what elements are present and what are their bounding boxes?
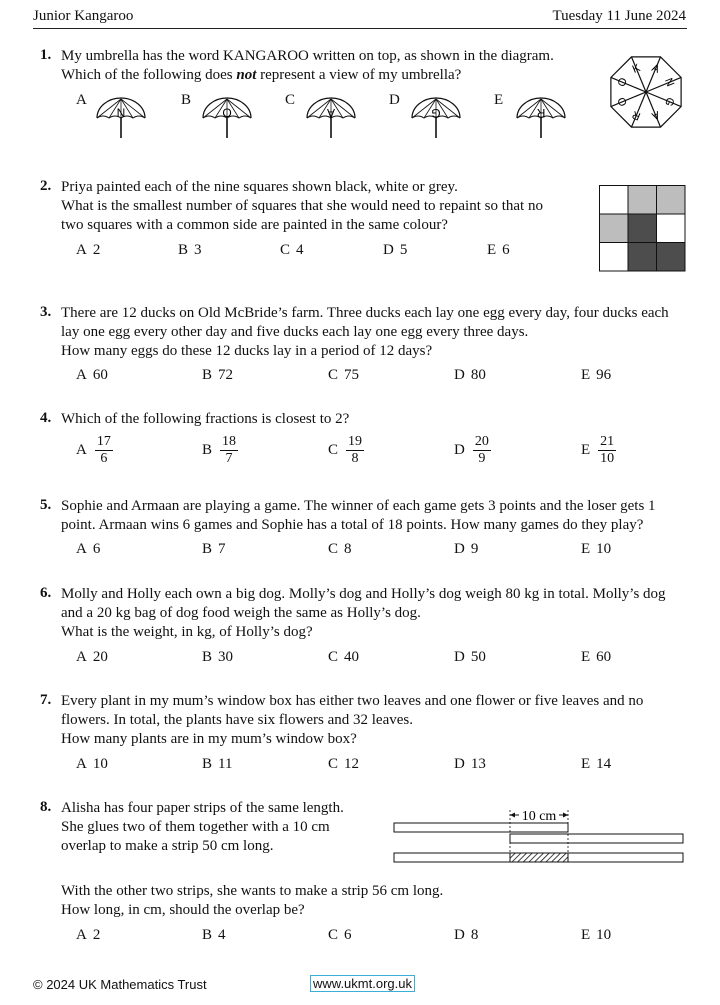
overlap-label: 10 cm bbox=[521, 809, 557, 824]
question-text: flowers. In total, the plants have six flowers and 32 leaves. bbox=[61, 712, 413, 728]
question-text: What is the smallest number of squares that she would need to repaint so that no bbox=[61, 198, 543, 214]
option-a[interactable]: A 2 bbox=[76, 927, 101, 943]
option-c[interactable]: C 40 bbox=[328, 649, 360, 665]
option-c[interactable]: C 8 bbox=[328, 541, 352, 557]
octagon-letter: O bbox=[615, 76, 631, 89]
umbrella-letter: A bbox=[326, 106, 336, 120]
option-b[interactable]: B 11 bbox=[202, 756, 233, 772]
option-c[interactable]: C 12 bbox=[328, 756, 360, 772]
question-text: Alisha has four paper strips of the same length. bbox=[61, 800, 344, 816]
option-c[interactable]: C 75 bbox=[328, 367, 360, 383]
question-number: 6. bbox=[40, 585, 52, 601]
strip-top-left bbox=[394, 823, 568, 832]
grid-square bbox=[628, 186, 657, 215]
option-b[interactable]: B 7 bbox=[202, 541, 226, 557]
question-number: 1. bbox=[40, 47, 52, 63]
footer-website-link[interactable]: www.ukmt.org.uk bbox=[310, 975, 415, 992]
painted-squares-grid bbox=[599, 185, 686, 272]
option-b-label[interactable]: B bbox=[181, 92, 192, 108]
question-number: 7. bbox=[40, 692, 52, 708]
octagon-letter: A bbox=[649, 61, 662, 76]
question-number: 2. bbox=[40, 178, 52, 194]
umbrella-letter: R bbox=[536, 106, 546, 120]
question-text: My umbrella has the word KANGAROO written on top, as shown in the diagram. bbox=[61, 48, 554, 64]
option-e[interactable]: E 10 bbox=[581, 927, 612, 943]
octagon-letter: A bbox=[649, 108, 662, 123]
grid-square bbox=[657, 243, 686, 272]
option-a[interactable]: A 20 bbox=[76, 649, 108, 665]
option-d[interactable]: D 50 bbox=[454, 649, 486, 665]
question-number: 4. bbox=[40, 410, 52, 426]
option-d[interactable]: D 80 bbox=[454, 367, 486, 383]
kangaroo-umbrella-octagon bbox=[606, 52, 686, 132]
option-e[interactable]: E 96 bbox=[581, 367, 612, 383]
overlap-hatched bbox=[510, 853, 568, 862]
umbrella-icon bbox=[412, 98, 460, 138]
umbrella-icon bbox=[307, 98, 355, 138]
question-text: Priya painted each of the nine squares shown black, white or grey. bbox=[61, 179, 458, 195]
question-text: There are 12 ducks on Old McBride’s farm. Three ducks each lay one egg every day, four ducks each bbox=[61, 305, 669, 321]
option-e[interactable]: E 10 bbox=[581, 541, 612, 557]
question-text: Molly and Holly each own a big dog. Molly’s dog and Holly’s dog weigh 80 kg in total. Molly’s dog bbox=[61, 586, 666, 602]
option-c[interactable]: C $\frac{19}{8}$ bbox=[328, 434, 363, 466]
question-text: How long, in cm, should the overlap be? bbox=[61, 902, 305, 918]
grid-square bbox=[600, 243, 629, 272]
octagon-letter: R bbox=[630, 108, 643, 123]
option-a[interactable]: A $\frac{17}{6}$ bbox=[76, 434, 111, 466]
question-text: How many eggs do these 12 ducks lay in a period of 12 days? bbox=[61, 343, 433, 359]
grid-square bbox=[657, 186, 686, 215]
option-d[interactable]: D 13 bbox=[454, 756, 486, 772]
footer-copyright: © 2024 UK Mathematics Trust bbox=[33, 977, 207, 992]
question-text: point. Armaan wins 6 games and Sophie has a total of 18 points. How many games do they play? bbox=[61, 517, 644, 533]
option-a-label[interactable]: A bbox=[76, 92, 87, 108]
option-b[interactable]: B 72 bbox=[202, 367, 234, 383]
option-a[interactable]: A 60 bbox=[76, 367, 108, 383]
header-date: Tuesday 11 June 2024 bbox=[552, 8, 686, 24]
option-b[interactable]: B 4 bbox=[202, 927, 226, 943]
option-a[interactable]: A 10 bbox=[76, 756, 108, 772]
option-d[interactable]: D 8 bbox=[454, 927, 479, 943]
question-text: Sophie and Armaan are playing a game. The winner of each game gets 3 points and the loser gets 1 bbox=[61, 498, 656, 514]
question-text: overlap to make a strip 50 cm long. bbox=[61, 838, 274, 854]
question-text: Every plant in my mum’s window box has either two leaves and one flower or five leaves and no bbox=[61, 693, 644, 709]
option-a[interactable]: A 2 bbox=[76, 242, 101, 258]
octagon-letter: N bbox=[662, 76, 677, 89]
option-e[interactable]: E 14 bbox=[581, 756, 612, 772]
octagon-letter: G bbox=[661, 95, 677, 108]
grid-square bbox=[657, 214, 686, 243]
umbrella-letter: G bbox=[431, 106, 441, 120]
option-b[interactable]: B 3 bbox=[178, 242, 202, 258]
grid-square bbox=[600, 186, 629, 215]
option-e[interactable]: E $\frac{21}{10}$ bbox=[581, 434, 615, 466]
option-c-label[interactable]: C bbox=[285, 92, 296, 108]
option-d-label[interactable]: D bbox=[389, 92, 400, 108]
option-e[interactable]: E 60 bbox=[581, 649, 612, 665]
option-c[interactable]: C 6 bbox=[328, 927, 352, 943]
question-text: Which of the following does not represent a view of my umbrella? bbox=[61, 67, 462, 83]
question-text: She glues two of them together with a 10 cm bbox=[61, 819, 330, 835]
question-text: What is the weight, in kg, of Holly’s dog? bbox=[61, 624, 313, 640]
option-a[interactable]: A 6 bbox=[76, 541, 101, 557]
option-d[interactable]: D 5 bbox=[383, 242, 408, 258]
option-e[interactable]: E 6 bbox=[487, 242, 510, 258]
question-text: and a 20 kg bag of dog food weigh the same as Holly’s dog. bbox=[61, 605, 421, 621]
question-text: How many plants are in my mum’s window box? bbox=[61, 731, 357, 747]
grid-square bbox=[600, 214, 629, 243]
option-b[interactable]: B 30 bbox=[202, 649, 234, 665]
question-text: two squares with a common side are painted in the same colour? bbox=[61, 217, 448, 233]
umbrella-letter: O bbox=[222, 106, 232, 120]
question-number: 3. bbox=[40, 304, 52, 320]
question-text: lay one egg every other day and five ducks each lay one egg every three days. bbox=[61, 324, 529, 340]
umbrella-letter: N bbox=[116, 106, 126, 120]
question-number: 5. bbox=[40, 497, 52, 513]
question-text: With the other two strips, she wants to make a strip 56 cm long. bbox=[61, 883, 444, 899]
option-c[interactable]: C 4 bbox=[280, 242, 304, 258]
paper-strips-figure bbox=[393, 805, 687, 867]
umbrella-icon bbox=[97, 98, 145, 138]
option-d[interactable]: D 9 bbox=[454, 541, 479, 557]
strip-top-right bbox=[510, 834, 683, 843]
header-title: Junior Kangaroo bbox=[33, 8, 134, 24]
umbrella-icon bbox=[203, 98, 251, 138]
umbrella-icon bbox=[517, 98, 565, 138]
octagon-letter: O bbox=[615, 95, 631, 108]
grid-square bbox=[628, 214, 657, 243]
octagon-letter: K bbox=[630, 61, 643, 76]
option-d[interactable]: D $\frac{20}{9}$ bbox=[454, 434, 489, 466]
option-b[interactable]: B $\frac{18}{7}$ bbox=[202, 434, 237, 466]
option-e-label[interactable]: E bbox=[494, 92, 504, 108]
question-text: Which of the following fractions is closest to 2? bbox=[61, 411, 350, 427]
question-number: 8. bbox=[40, 799, 52, 815]
grid-square bbox=[628, 243, 657, 272]
